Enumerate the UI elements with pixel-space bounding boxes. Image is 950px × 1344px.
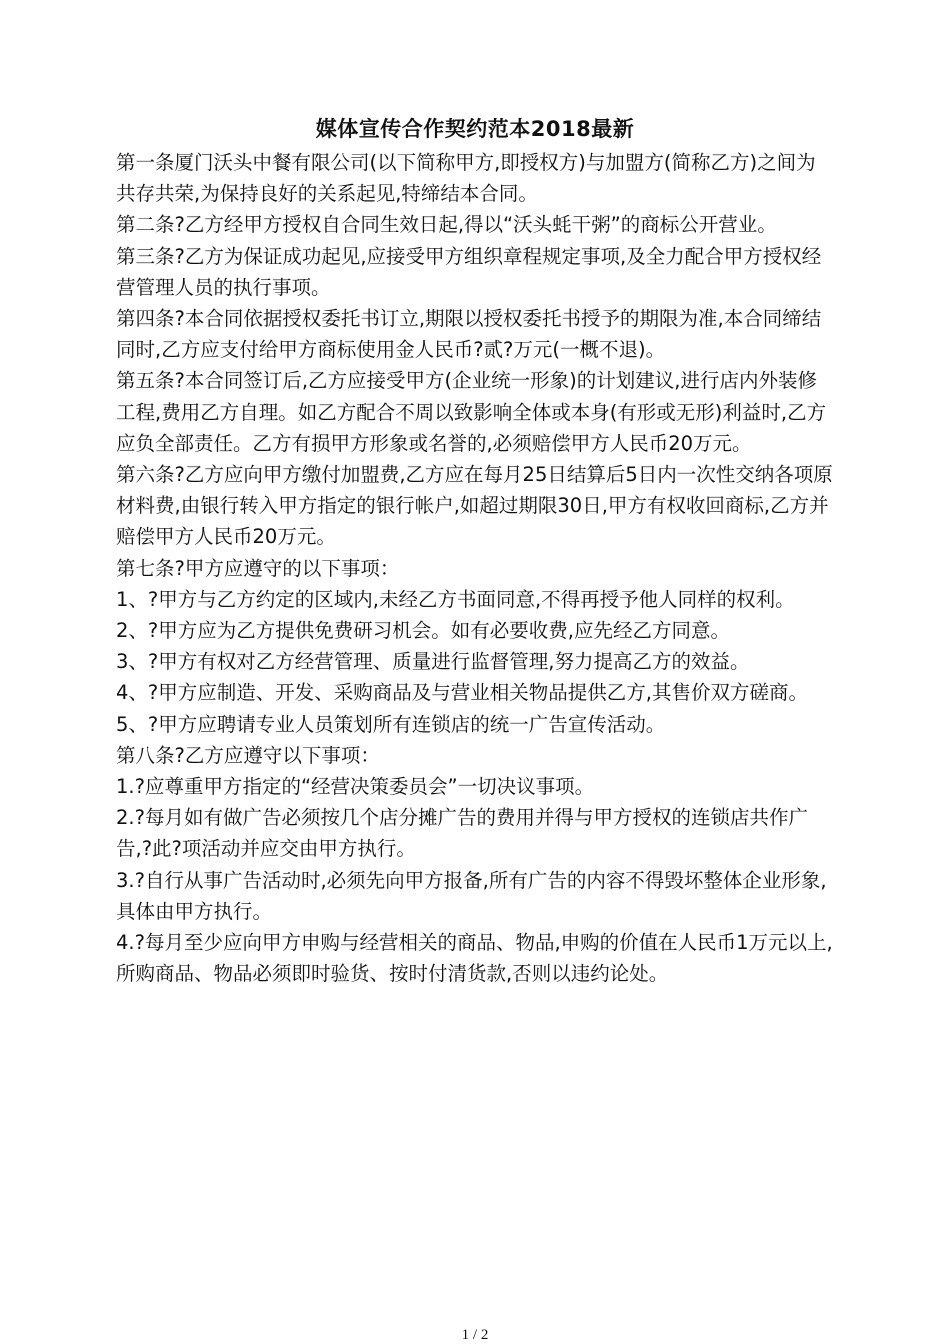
document-body xyxy=(116,147,834,989)
paragraph-article-3: 第三条?乙方为保证成功起见,应接受甲方组织章程规定事项,及全力配合甲方授权经营管理人员的执行事项。 xyxy=(116,244,822,299)
paragraph-article-8: 第八条?乙方应遵守以下事项： xyxy=(116,743,380,767)
paragraph-article-1: 第一条厦门沃头中餐有限公司(以下简称甲方,即授权方)与加盟方(简称乙方)之间为共存共荣,为保持良好的关系起见,特缔结本合同。 xyxy=(116,151,816,206)
paragraph-article-5: 第五条?本合同签订后,乙方应接受甲方(企业统一形象)的计划建议,进行店内外装修工程,费用乙方自理。如乙方配合不周以致影响全体或本身(有形或无形)利益时,乙方应负全部责任。乙方有损甲方形象或名誉的,必须赔偿甲方人民币20万元。 xyxy=(116,369,827,455)
paragraph-article-6: 第六条?乙方应向甲方缴付加盟费,乙方应在每月25日结算后5日内一次性交纳各项原材料费,由银行转入甲方指定的银行帐户,如超过期限30日,甲方有权收回商标,乙方并赔偿甲方人民币20万元。 xyxy=(116,463,833,549)
paragraph-article-4: 第四条?本合同依据授权委托书订立,期限以授权委托书授予的期限为准,本合同缔结同时,乙方应支付给甲方商标使用金人民币?贰?万元(一概不退)。 xyxy=(116,307,822,362)
list-item: 1.?应尊重甲方指定的“经营决策委员会”一切决议事项。 xyxy=(116,775,595,799)
list-item: 1、?甲方与乙方约定的区域内,未经乙方书面同意,不得再授予他人同样的权利。 xyxy=(116,587,795,611)
page-number: 1 / 2 xyxy=(461,1327,489,1343)
list-item: 5、?甲方应聘请专业人员策划所有连锁店的统一广告宣传活动。 xyxy=(116,712,666,736)
list-item: 2、?甲方应为乙方提供免费研习机会。如有必要收费,应先经乙方同意。 xyxy=(116,619,730,643)
paragraph-article-7: 第七条?甲方应遵守的以下事项： xyxy=(116,556,400,580)
list-item: 4.?每月至少应向甲方申购与经营相关的商品、物品,申购的价值在人民币1万元以上,所购商品、物品必须即时验货、按时付清货款,否则以违约论处。 xyxy=(116,931,833,986)
document-title: 媒体宣传合作契约范本2018最新 xyxy=(315,117,635,141)
list-item: 3、?甲方有权对乙方经营管理、质量进行监督管理,努力提高乙方的效益。 xyxy=(116,650,750,674)
list-item: 3.?自行从事广告活动时,必须先向甲方报备,所有广告的内容不得毁坏整体企业形象,具体由甲方执行。 xyxy=(116,868,827,923)
paragraph-article-2: 第二条?乙方经甲方授权自合同生效日起,得以“沃头蚝干粥”的商标公开营业。 xyxy=(116,213,777,237)
list-item: 2.?每月如有做广告必须按几个店分摊广告的费用并得与甲方授权的连锁店共作广告,?此?项活动并应交由甲方执行。 xyxy=(116,806,808,861)
list-item: 4、?甲方应制造、开发、采购商品及与营业相关物品提供乙方,其售价双方磋商。 xyxy=(116,681,808,705)
